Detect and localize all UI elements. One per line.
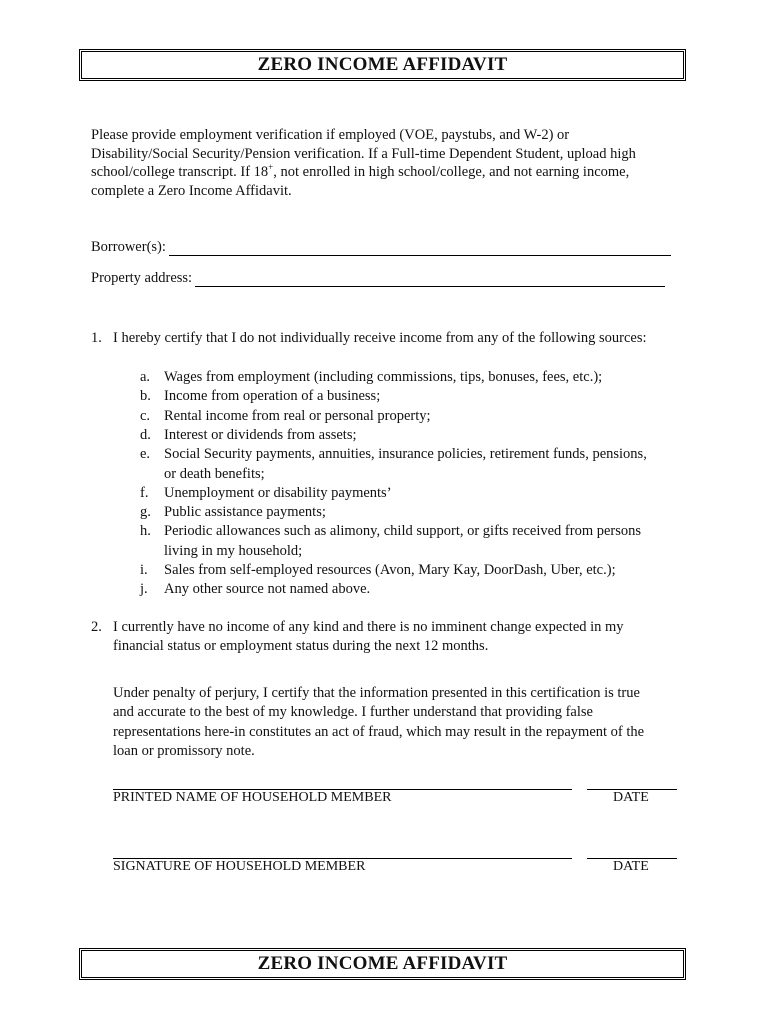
borrower-field[interactable] bbox=[91, 239, 671, 256]
list-item-letter: f. bbox=[140, 484, 149, 501]
intro-text: school/college transcript. If 18 bbox=[91, 164, 269, 180]
statement-2-text bbox=[113, 618, 673, 657]
list-number: 1. bbox=[91, 330, 102, 346]
signature-label: SIGNATURE OF HOUSEHOLD MEMBER bbox=[113, 859, 366, 874]
intro-text: , not enrolled in high school/college, and not earning income, bbox=[273, 164, 630, 180]
date-label: DATE bbox=[613, 859, 649, 874]
list-number: 2. bbox=[91, 619, 102, 635]
intro-line: Please provide employment verification if employed (VOE, paystubs, and W-2) or bbox=[91, 127, 570, 143]
certify-text: I hereby certify that I do not individually receive income from any of the following sources: bbox=[113, 330, 647, 346]
list-item-text: Sales from self-employed resources (Avon, Mary Kay, DoorDash, Uber, etc.); bbox=[164, 562, 616, 578]
property-address-label: Property address: bbox=[91, 270, 193, 286]
list-item-text: Periodic allowances such as alimony, child support, or gifts received from persons bbox=[164, 523, 642, 540]
list-item-letter: a. bbox=[140, 369, 151, 385]
superscript-plus: + bbox=[268, 162, 274, 173]
intro-paragraph bbox=[91, 126, 691, 200]
intro-line: complete a Zero Income Affidavit. bbox=[91, 182, 292, 199]
list-item-letter: b. bbox=[140, 388, 151, 405]
list-item-text: Unemployment or disability payments’ bbox=[164, 484, 392, 501]
printed-name-label: PRINTED NAME OF HOUSEHOLD MEMBER bbox=[113, 790, 392, 805]
list-item-letter: g. bbox=[140, 504, 151, 521]
list-item-letter: e. bbox=[140, 446, 151, 463]
penalty-line: representations here-in constitutes an act of fraud, which may result in the repayment of the bbox=[113, 723, 645, 740]
page-title bbox=[79, 49, 686, 81]
borrower-input-line[interactable] bbox=[169, 241, 671, 256]
borrower-label: Borrower(s): bbox=[91, 239, 166, 255]
intro-line: Disability/Social Security/Pension verification. If a Full-time Dependent Student, upload high bbox=[91, 145, 636, 162]
statement-2-line: financial status or employment status during the next 12 months. bbox=[113, 638, 489, 655]
list-item-text: Interest or dividends from assets; bbox=[164, 426, 357, 443]
property-address-input-line[interactable] bbox=[195, 272, 665, 287]
list-item-text: or death benefits; bbox=[164, 465, 265, 482]
list-item-letter: h. bbox=[140, 523, 151, 540]
property-address-field[interactable] bbox=[91, 270, 665, 287]
list-item-letter: j. bbox=[140, 581, 148, 598]
page-title-text: ZERO INCOME AFFIDAVIT bbox=[257, 54, 508, 75]
list-item-text: Any other source not named above. bbox=[164, 581, 371, 598]
intro-line bbox=[91, 163, 691, 182]
date-label: DATE bbox=[613, 790, 649, 805]
list-item-letter: i. bbox=[140, 562, 148, 578]
list-item-text: Rental income from real or personal property; bbox=[164, 407, 431, 424]
list-item-letter: c. bbox=[140, 407, 151, 424]
penalty-line: Under penalty of perjury, I certify that the information presented in this certification is true bbox=[113, 685, 640, 701]
footer-title bbox=[79, 948, 686, 980]
statement-2-line: I currently have no income of any kind and there is no imminent change expected in my bbox=[113, 619, 624, 635]
penalty-paragraph bbox=[113, 684, 673, 761]
list-item-text: Social Security payments, annuities, insurance policies, retirement funds, pensions, bbox=[164, 446, 647, 463]
list-item-text: Wages from employment (including commissions, tips, bonuses, fees, etc.); bbox=[164, 369, 603, 385]
list-item-text: Income from operation of a business; bbox=[164, 388, 381, 405]
list-item-text: living in my household; bbox=[164, 542, 303, 559]
list-item-text: Public assistance payments; bbox=[164, 504, 326, 521]
list-item-letter: d. bbox=[140, 426, 151, 443]
footer-title-text: ZERO INCOME AFFIDAVIT bbox=[257, 953, 508, 974]
penalty-line: loan or promissory note. bbox=[113, 742, 255, 759]
penalty-line: and accurate to the best of my knowledge. I further understand that providing false bbox=[113, 704, 593, 721]
